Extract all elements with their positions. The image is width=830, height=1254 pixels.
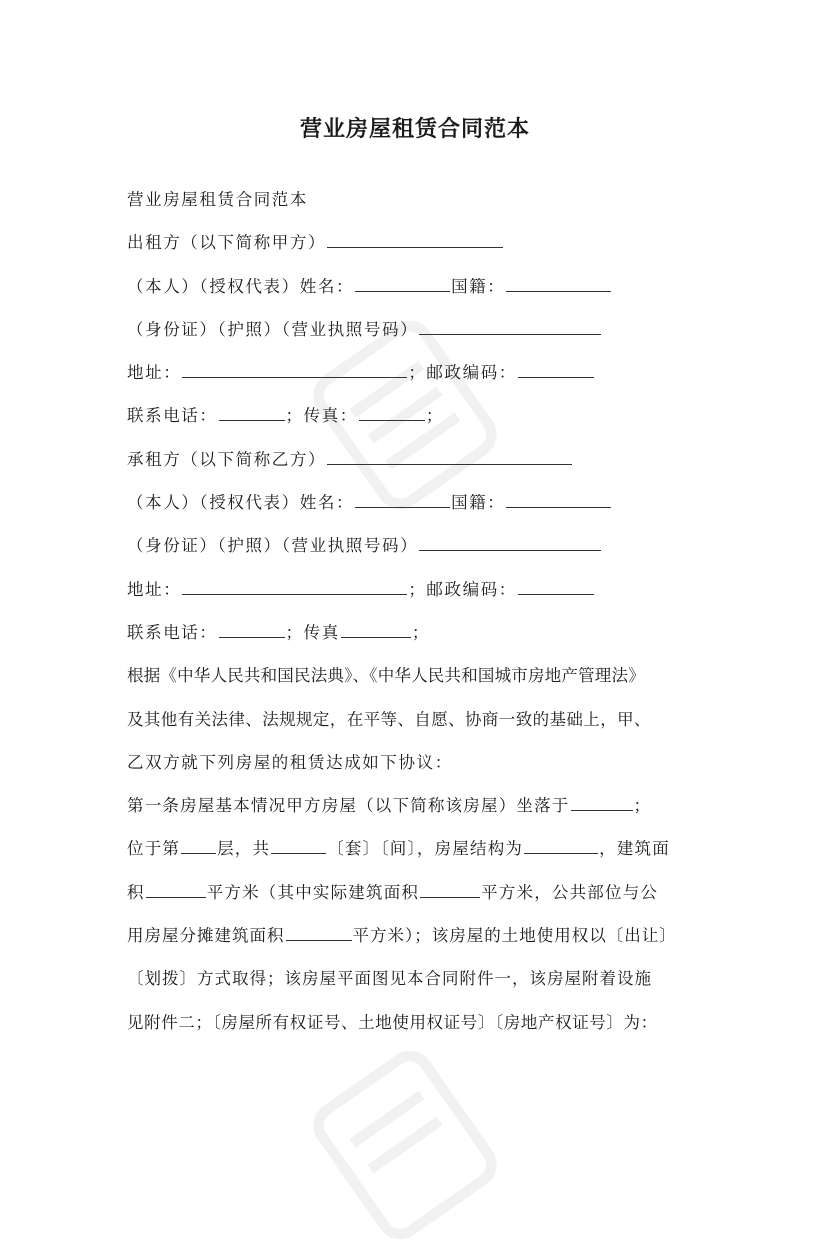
label: 平方米（其中实际建筑面积: [206, 882, 420, 902]
watermark-logo: [300, 1040, 510, 1250]
document-body: [127, 184, 717, 1050]
label: 地址：: [127, 363, 182, 383]
lessee-name-line: [127, 487, 717, 530]
structure-blank[interactable]: [524, 833, 598, 854]
paragraph-text: 乙双方就下列房屋的租赁达成如下协议：: [127, 752, 453, 772]
lessee-address-blank[interactable]: [182, 574, 407, 595]
location-blank[interactable]: [571, 790, 633, 811]
lessor-name-blank[interactable]: [355, 271, 450, 292]
article-1-line: [127, 833, 717, 876]
lessee-address-line: [127, 574, 717, 617]
lessee-name-blank[interactable]: [355, 487, 450, 508]
article-1-line: [127, 790, 717, 833]
lessee-id-blank[interactable]: [419, 530, 601, 551]
label: ；: [633, 796, 652, 816]
lessor-id-line: [127, 314, 717, 357]
lessee-blank[interactable]: [327, 444, 572, 465]
label: ；传真: [285, 622, 340, 642]
label: 出租方（以下简称甲方）: [127, 233, 327, 253]
lessee-phone-blank[interactable]: [219, 617, 285, 638]
paragraph-text: 及其他有关法律、法规规定，在平等、自愿、协商一致的基础上，甲、: [127, 709, 651, 729]
paragraph-text: 第一条房屋基本情况甲方房屋（以下简称该房屋）坐落于: [127, 796, 570, 816]
floor-area-blank[interactable]: [146, 877, 206, 898]
lessor-nationality-blank[interactable]: [506, 271, 611, 292]
lessee-nationality-blank[interactable]: [506, 487, 611, 508]
shared-area-blank[interactable]: [286, 920, 352, 941]
lessor-line: [127, 227, 717, 270]
label: 平方米）；该房屋的土地使用权以〔出让〕: [352, 926, 677, 946]
label: 用房屋分摊建筑面积: [127, 926, 285, 946]
paragraph-text: 〔划拨〕方式取得；该房屋平面图见本合同附件一，该房屋附着设施: [127, 969, 652, 989]
units-blank[interactable]: [271, 833, 326, 854]
label: ；: [425, 406, 445, 426]
lessee-contact-line: [127, 617, 717, 660]
paragraph-line: [127, 704, 717, 747]
article-1-line: [127, 877, 717, 920]
lessor-postcode-blank[interactable]: [518, 357, 594, 378]
lessor-address-blank[interactable]: [182, 357, 407, 378]
watermark-shield-icon: [300, 1040, 510, 1250]
label: 联系电话：: [127, 406, 218, 426]
lessor-id-blank[interactable]: [419, 314, 601, 335]
label: 地址：: [127, 579, 182, 599]
label: （本人）（授权代表）姓名：: [127, 493, 355, 513]
paragraph-line: [127, 747, 717, 790]
label: 国籍：: [451, 276, 506, 296]
lessor-name-line: [127, 271, 717, 314]
paragraph-text: 根据《中华人民共和国民法典》、《中华人民共和国城市房地产管理法》: [127, 666, 645, 686]
lessee-line: [127, 444, 717, 487]
label: 承租方（以下简称乙方）: [127, 449, 327, 469]
article-1-line: [127, 920, 717, 963]
label: 层，共: [217, 839, 271, 859]
lessor-address-line: [127, 357, 717, 400]
label: （身份证）（护照）（营业执照号码）: [127, 536, 419, 556]
label: ；: [411, 622, 430, 642]
label: ；邮政编码：: [408, 579, 517, 599]
lessee-id-line: [127, 530, 717, 573]
document-title: 营业房屋租赁合同范本: [299, 117, 530, 142]
subtitle: 营业房屋租赁合同范本: [127, 190, 308, 209]
lessee-postcode-blank[interactable]: [518, 574, 594, 595]
article-1-line: [127, 963, 717, 1006]
label: 〔套〕〔间〕，房屋结构为: [327, 839, 524, 859]
paragraph-text: 见附件二；〔房屋所有权证号、土地使用权证号〕〔房地产权证号〕为：: [127, 1012, 658, 1032]
label: ，建筑面: [599, 839, 670, 859]
label: 位于第: [127, 839, 181, 859]
label: ；传真：: [285, 406, 358, 426]
lessor-contact-line: [127, 400, 717, 443]
label: ；邮政编码：: [408, 363, 517, 383]
lessor-blank[interactable]: [327, 227, 503, 248]
actual-area-blank[interactable]: [420, 877, 480, 898]
article-1-line: [127, 1007, 717, 1050]
label: 国籍：: [451, 493, 506, 513]
label: 联系电话：: [127, 622, 218, 642]
lessor-fax-blank[interactable]: [359, 400, 425, 421]
lessor-phone-blank[interactable]: [219, 400, 285, 421]
floor-blank[interactable]: [181, 833, 216, 854]
lessee-fax-blank[interactable]: [341, 617, 411, 638]
label: 积: [127, 882, 145, 902]
text-line: [127, 184, 717, 227]
paragraph-line: [127, 660, 717, 703]
label: （本人）（授权代表）姓名：: [127, 276, 355, 296]
label: （身份证）（护照）（营业执照号码）: [127, 319, 419, 339]
label: 平方米，公共部位与公: [481, 882, 659, 902]
